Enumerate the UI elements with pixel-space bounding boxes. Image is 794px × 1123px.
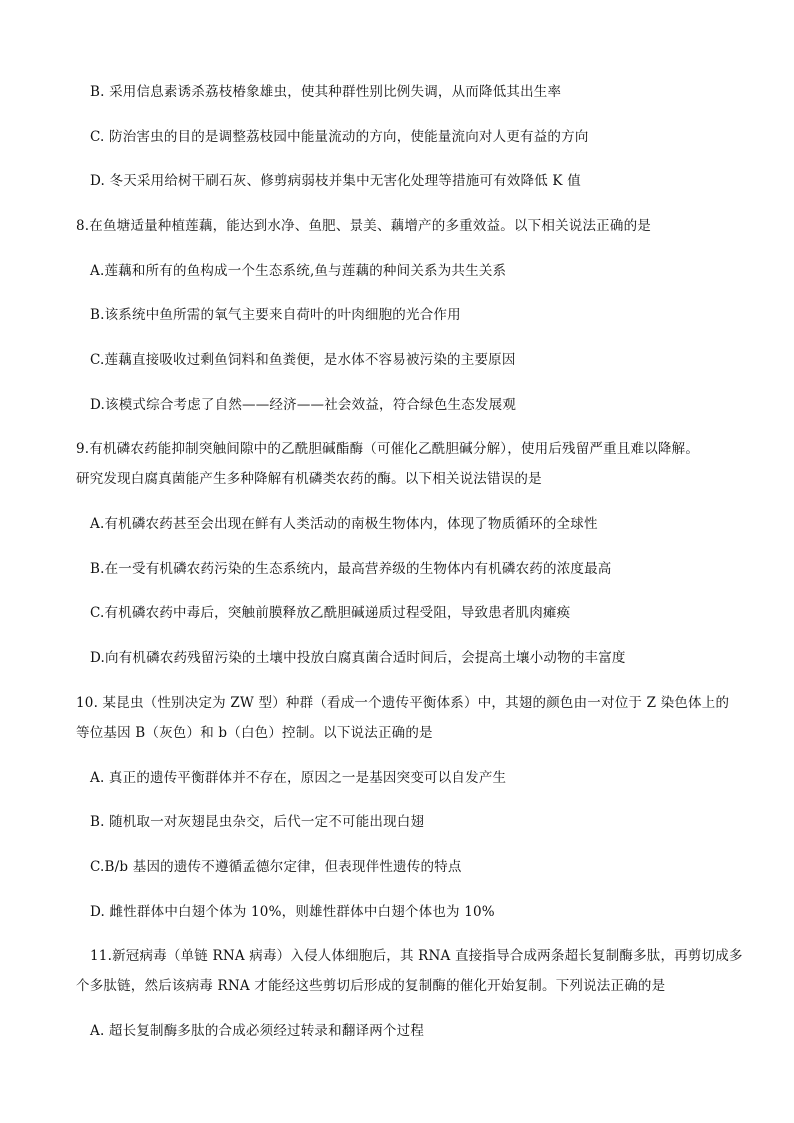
- q9-option-c: C.有机磷农药中毒后，突触前膜释放乙酰胆碱递质过程受阻，导致患者肌肉瘫痪: [90, 605, 571, 621]
- q10-option-b: B. 随机取一对灰翅昆虫杂交，后代一定不可能出现白翅: [90, 814, 425, 830]
- q7-option-b: B. 采用信息素诱杀荔枝椿象雄虫，使其种群性别比例失调，从而降低其出生率: [90, 84, 562, 100]
- q10-stem-line2: 等位基因 B（灰色）和 b（白色）控制。以下说法正确的是: [76, 725, 433, 741]
- q8-option-d: D.该模式综合考虑了自然——经济——社会效益，符合绿色生态发展观: [90, 397, 517, 413]
- q10-option-d: D. 雌性群体中白翅个体为 10%，则雄性群体中白翅个体也为 10%: [90, 904, 495, 920]
- q9-option-d: D.向有机磷农药残留污染的土壤中投放白腐真菌合适时间后，会提高土壤小动物的丰富度: [90, 650, 626, 666]
- q9-stem-line2: 研究发现白腐真菌能产生多种降解有机磷类农药的酶。以下相关说法错误的是: [76, 471, 542, 487]
- q8-option-c: C.莲藕直接吸收过剩鱼饲料和鱼粪便，是水体不容易被污染的主要原因: [90, 352, 516, 368]
- q9-option-a: A.有机磷农药甚至会出现在鲜有人类活动的南极生物体内，体现了物质循环的全球性: [90, 516, 598, 532]
- q10-stem-line1: 10. 某昆虫（性别决定为 ZW 型）种群（看成一个遗传平衡体系）中，其翅的颜色由一对位于 Z 染色体上的: [76, 695, 730, 711]
- q11-stem-line1: 11.新冠病毒（单链 RNA 病毒）入侵人体细胞后，其 RNA 直接指导合成两条超长复制酶多肽，再剪切成多: [90, 948, 743, 964]
- q8-option-a: A.莲藕和所有的鱼构成一个生态系统,鱼与莲藕的种间关系为共生关系: [90, 263, 507, 279]
- q7-option-d: D. 冬天采用给树干刷石灰、修剪病弱枝并集中无害化处理等措施可有效降低 K 值: [90, 173, 581, 189]
- q9-option-b: B.在一受有机磷农药污染的生态系统内，最高营养级的生物体内有机磷农药的浓度最高: [90, 561, 612, 577]
- q7-option-c: C. 防治害虫的目的是调整荔枝园中能量流动的方向，使能量流向对人更有益的方向: [90, 129, 589, 145]
- q8-stem: 8.在鱼塘适量种植莲藕，能达到水净、鱼肥、景美、藕增产的多重效益。以下相关说法正确的是: [76, 218, 651, 234]
- q10-option-c: C.B/b 基因的遗传不遵循孟德尔定律，但表现伴性遗传的特点: [90, 859, 462, 875]
- q9-stem-line1: 9.有机磷农药能抑制突触间隙中的乙酰胆碱酯酶（可催化乙酰胆碱分解），使用后残留严重且难以降解。: [76, 441, 700, 457]
- q10-option-a: A. 真正的遗传平衡群体并不存在，原因之一是基因突变可以自发产生: [90, 770, 507, 786]
- q11-stem-line2: 个多肽链，然后该病毒 RNA 才能经这些剪切后形成的复制酶的催化开始复制。下列说法正确的是: [76, 978, 666, 994]
- q11-option-a: A. 超长复制酶多肽的合成必须经过转录和翻译两个过程: [90, 1023, 425, 1039]
- q8-option-b: B.该系统中鱼所需的氧气主要来自荷叶的叶肉细胞的光合作用: [90, 307, 461, 323]
